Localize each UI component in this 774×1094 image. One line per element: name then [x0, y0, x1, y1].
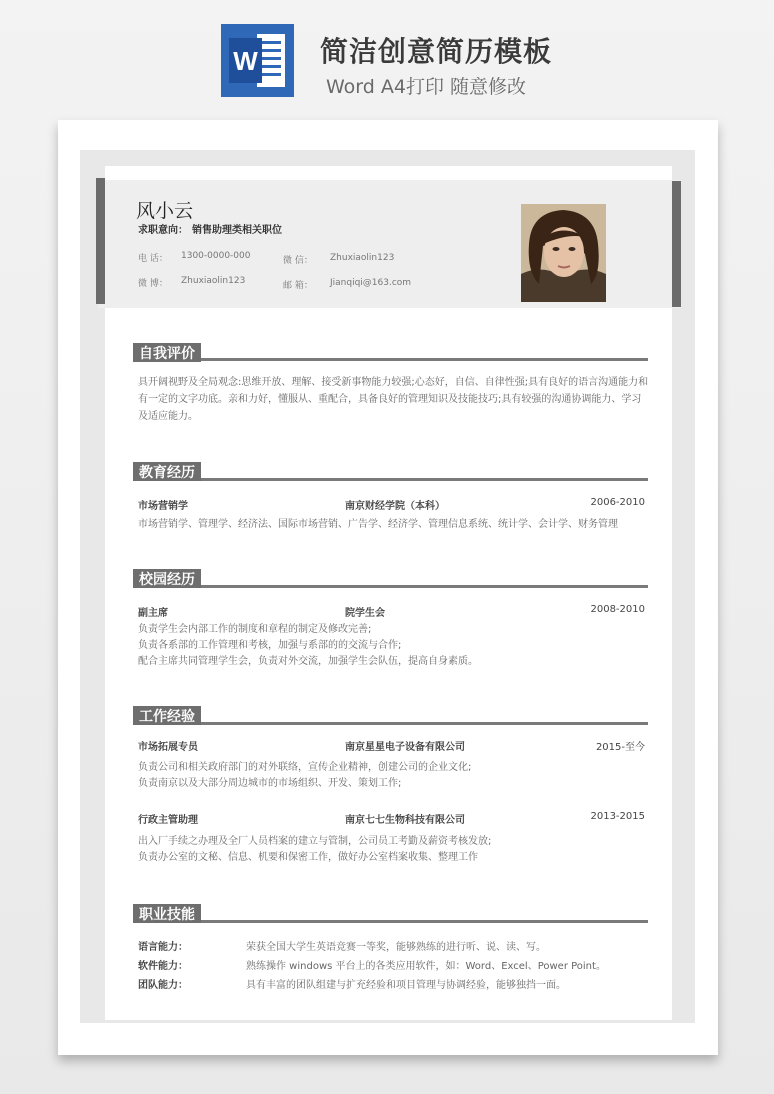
job-line: 负责公司和相关政府部门的对外联络，宣传企业精神，创建公司的企业文化; — [138, 762, 472, 773]
wechat-value: Zhuxiaolin123 — [330, 253, 395, 263]
skill-text: 具有丰富的团队组建与扩充经验和项目管理与协调经验，能够独挡一面。 — [246, 980, 566, 991]
intent-value: 销售助理类相关职位 — [192, 225, 282, 236]
resume-page — [58, 120, 718, 1055]
job-company: 南京星星电子设备有限公司 — [345, 742, 465, 753]
skill-text: 熟练操作 windows 平台上的各类应用软件，如：Word、Excel、Power Point。 — [246, 961, 606, 972]
section-divider — [201, 585, 648, 588]
section-divider — [201, 920, 648, 923]
job-line: 负责办公室的文秘、信息、机要和保密工作，做好办公室档案收集、整理工作 — [138, 852, 478, 863]
education-period: 2006-2010 — [590, 497, 645, 508]
campus-role: 副主席 — [138, 608, 168, 619]
banner-subtitle: Word A4打印 随意修改 — [326, 76, 527, 98]
header-accent-left — [96, 178, 105, 304]
section-work-title: 工作经验 — [139, 709, 195, 725]
job-period: 2015-至今 — [595, 742, 645, 753]
campus-period: 2008-2010 — [590, 604, 645, 615]
section-skills-title: 职业技能 — [139, 907, 195, 923]
weibo-label: 微 博： — [138, 279, 168, 289]
education-major: 市场营销学 — [138, 501, 188, 512]
section-divider — [201, 478, 648, 481]
skill-text: 荣获全国大学生英语竞赛一等奖，能够熟练的进行听、说、读、写。 — [246, 942, 546, 953]
section-divider — [201, 358, 648, 361]
phone-value: 1300-0000-000 — [181, 251, 251, 261]
section-education-title: 教育经历 — [139, 465, 195, 481]
wechat-label: 微 信： — [283, 256, 313, 266]
job-period: 2013-2015 — [590, 811, 645, 822]
self-eval-text: 具开阔视野及全局观念:思维开放、理解、接受新事物能力较强;心态好，自信、自律性强;具有良好的语言沟通能力和有一定的文字功底。亲和力好，懂服从、重配合，具备良好的管理知识及技能技巧;具有较强的沟通协调能力、学习及适应能力。 — [138, 377, 649, 422]
skill-label: 语言能力： — [138, 942, 188, 953]
job-role: 行政主管助理 — [138, 815, 198, 826]
intent-label: 求职意向： — [138, 225, 188, 236]
job-role: 市场拓展专员 — [138, 742, 198, 753]
weibo-value: Zhuxiaolin123 — [181, 276, 246, 286]
section-campus-title: 校园经历 — [139, 572, 195, 588]
campus-line: 配合主席共同管理学生会，负责对外交流，加强学生会队伍，提高自身素质。 — [138, 656, 478, 667]
job-line: 出入厂手续之办理及全厂人员档案的建立与管制，公司员工考勤及薪资考核发放; — [138, 836, 492, 847]
education-school: 南京财经学院（本科） — [345, 501, 445, 512]
education-courses: 市场营销学、管理学、经济法、国际市场营销、广告学、经济学、管理信息系统、统计学、会计学、财务管理 — [138, 519, 618, 530]
banner — [0, 0, 774, 110]
candidate-name: 风小云 — [136, 200, 194, 222]
campus-line: 负责学生会内部工作的制度和章程的制定及修改完善; — [138, 624, 372, 635]
header-accent-right — [672, 181, 681, 307]
word-icon — [221, 24, 294, 97]
job-company: 南京七七生物科技有限公司 — [345, 815, 465, 826]
campus-line: 负责各系部的工作管理和考核，加强与系部的的交流与合作; — [138, 640, 402, 651]
banner-title: 简洁创意简历模板 — [320, 35, 553, 68]
profile-photo — [521, 204, 606, 302]
campus-org: 院学生会 — [345, 608, 385, 619]
email-value: Jianqiqi@163.com — [330, 278, 412, 288]
skill-label: 软件能力： — [138, 961, 188, 972]
section-self-eval-title: 自我评价 — [139, 346, 195, 362]
section-divider — [201, 722, 648, 725]
email-label: 邮 箱： — [283, 281, 313, 291]
job-line: 负责南京以及大部分周边城市的市场组织、开发、策划工作; — [138, 778, 402, 789]
skill-label: 团队能力： — [138, 980, 188, 991]
phone-label: 电 话： — [138, 254, 168, 264]
word-icon-letter: W — [233, 46, 258, 76]
